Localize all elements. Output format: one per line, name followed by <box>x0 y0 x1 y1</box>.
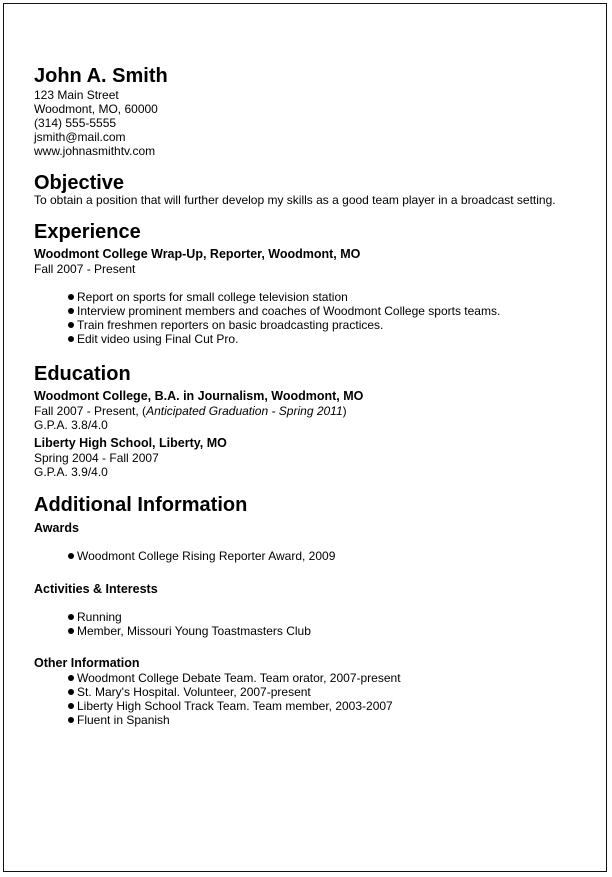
job-title: Woodmont College Wrap-Up, Reporter, Woodmont, MO <box>34 247 361 261</box>
bullet-icon <box>68 614 74 620</box>
experience-heading: Experience <box>34 221 141 243</box>
school-gpa: G.P.A. 3.9/4.0 <box>34 465 108 479</box>
school-gpa: G.P.A. 3.8/4.0 <box>34 418 108 432</box>
other-list <box>34 671 594 727</box>
awards-heading: Awards <box>34 521 79 535</box>
additional-section <box>34 494 594 727</box>
list-item: Edit video using Final Cut Pro. <box>68 332 594 346</box>
list-item: Train freshmen reporters on basic broadcasting practices. <box>68 318 594 332</box>
email-line: jsmith@mail.com <box>34 130 126 144</box>
list-item: Member, Missouri Young Toastmasters Club <box>68 624 594 638</box>
awards-list <box>34 549 594 563</box>
list-item: Woodmont College Rising Reporter Award, 2009 <box>68 549 594 563</box>
other-heading: Other Information <box>34 656 140 670</box>
list-item: Report on sports for small college television station <box>68 290 594 304</box>
website-line: www.johnasmithtv.com <box>34 144 156 158</box>
objective-text: To obtain a position that will further develop my skills as a good team player in a broadcast setting. <box>34 193 556 207</box>
list-item: Fluent in Spanish <box>68 713 594 727</box>
bullet-icon <box>68 308 74 314</box>
contact-block <box>34 88 594 158</box>
additional-heading: Additional Information <box>34 494 248 516</box>
school-name: Liberty High School, Liberty, MO <box>34 436 227 450</box>
resume-document <box>34 64 594 727</box>
objective-heading: Objective <box>34 172 125 194</box>
bullet-icon <box>68 703 74 709</box>
experience-bullets <box>34 290 594 346</box>
list-item: Interview prominent members and coaches of Woodmont College sports teams. <box>68 304 594 318</box>
objective-section <box>34 172 594 207</box>
bullet-icon <box>68 322 74 328</box>
bullet-icon <box>68 717 74 723</box>
bullet-icon <box>68 628 74 634</box>
bullet-icon <box>68 336 74 342</box>
address-line: 123 Main Street <box>34 88 119 102</box>
job-dates: Fall 2007 - Present <box>34 262 136 276</box>
bullet-icon <box>68 675 74 681</box>
list-item: Woodmont College Debate Team. Team orator, 2007-present <box>68 671 594 685</box>
education-section <box>34 363 594 479</box>
school-name: Woodmont College, B.A. in Journalism, Woodmont, MO <box>34 389 364 403</box>
bullet-icon <box>68 294 74 300</box>
bullet-icon <box>68 553 74 559</box>
school-dates: Fall 2007 - Present, (Anticipated Graduation - Spring 2011) <box>34 404 347 418</box>
resume-header <box>34 64 594 158</box>
activities-list <box>34 610 594 638</box>
activities-heading: Activities & Interests <box>34 582 158 596</box>
applicant-name: John A. Smith <box>34 65 168 87</box>
experience-section <box>34 221 594 346</box>
list-item: St. Mary's Hospital. Volunteer, 2007-present <box>68 685 594 699</box>
phone-line: (314) 555-5555 <box>34 116 117 130</box>
school-dates: Spring 2004 - Fall 2007 <box>34 451 159 465</box>
list-item: Liberty High School Track Team. Team member, 2003-2007 <box>68 699 594 713</box>
city-line: Woodmont, MO, 60000 <box>34 102 158 116</box>
bullet-icon <box>68 689 74 695</box>
list-item: Running <box>68 610 594 624</box>
education-heading: Education <box>34 363 131 385</box>
